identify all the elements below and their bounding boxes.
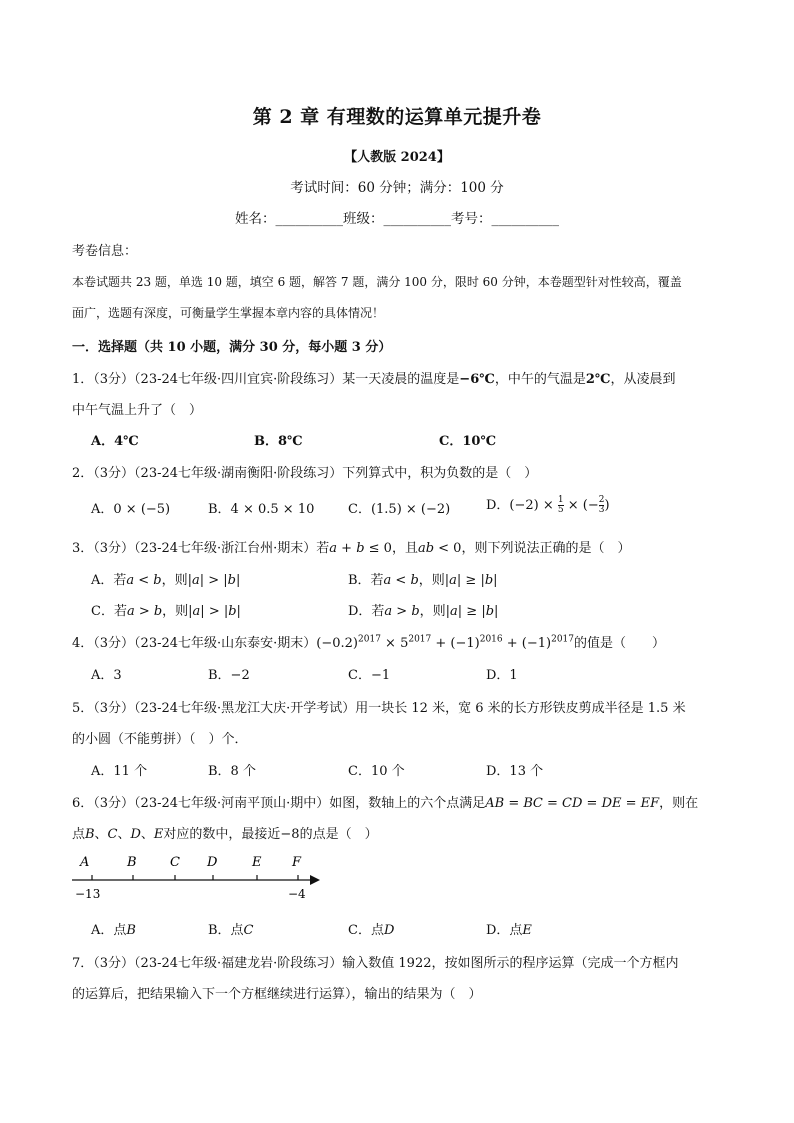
q3-stem: 3．（3分）（23-24七年级·浙江台州·期末）若𝑎 + 𝑏 ≤ 0，且𝑎𝑏 < 0，则下列说法正确的是（ ） — [72, 541, 631, 556]
q6-option-d[interactable]: D．点𝐸 — [486, 923, 532, 938]
q7-line-1: 7．（3分）（23-24七年级·福建龙岩·阶段练习）输入数值 1922，按如图所示的程序运算（完成一个方框内 — [72, 956, 679, 971]
q6-option-b[interactable]: B．点𝐶 — [208, 923, 254, 938]
axis-arrow-icon — [310, 875, 320, 885]
fraction-denominator: 5 — [557, 505, 564, 515]
q6-option-c[interactable]: C．点𝐷 — [348, 923, 395, 938]
q1-option-a[interactable]: A．4℃ — [91, 434, 139, 449]
q3-option-c[interactable]: C．若𝑎 > 𝑏，则|𝑎| > |𝑏| — [91, 604, 241, 619]
axis-right-value: −4 — [288, 887, 306, 901]
number-line-figure — [72, 853, 332, 903]
q4-stem — [72, 632, 665, 651]
q4-expression — [316, 636, 574, 651]
q4-option-a[interactable]: A．3 — [91, 668, 122, 683]
edition-label: 【人教版 2024】 — [344, 150, 450, 165]
q1-line-2: 中午气温上升了（ ） — [72, 403, 203, 418]
fraction-denominator: 3 — [598, 505, 605, 515]
point-label-e: E — [252, 855, 262, 870]
q3-option-d[interactable]: D．若𝑎 > 𝑏，则|𝑎| ≥ |𝑏| — [348, 604, 499, 619]
section-heading: 一．选择题（共 10 小题，满分 30 分，每小题 3 分） — [72, 340, 392, 355]
q1-prefix: 1．（3分）（23-24七年级·四川宜宾·阶段练习）某一天凌晨的温度是 — [72, 372, 460, 387]
q2-option-d-suffix: ) — [604, 498, 610, 513]
q4-power-2: 2017 — [408, 634, 432, 645]
q7-line-2: 的运算后，把结果输入下一个方框继续进行运算），输出的结果为（ ） — [72, 987, 482, 1002]
number-line-svg — [72, 853, 332, 903]
q5-option-b[interactable]: B．8 个 — [208, 764, 256, 779]
q3-option-a[interactable]: A．若𝑎 < 𝑏，则|𝑎| > |𝑏| — [91, 573, 241, 588]
fraction-numerator: 1 — [557, 495, 564, 505]
student-info-line: 姓名：__________班级：__________考号：__________ — [235, 211, 559, 227]
q4-power-4: 2017 — [551, 634, 575, 645]
q2-stem: 2．（3分）（23-24七年级·湖南衡阳·阶段练习）下列算式中，积为负数的是（ ） — [72, 466, 538, 481]
q4-option-d[interactable]: D．1 — [486, 668, 518, 683]
q1-mid: ，中午的气温是 — [494, 372, 586, 387]
q2-option-d-prefix: D．(−2) × — [486, 498, 558, 513]
intro-line-2: 面广，选题有深度，可衡量学生掌握本章内容的具体情况！ — [72, 306, 385, 320]
q4-term-4: + (−1) — [502, 636, 552, 651]
q6-line-1: 6．（3分）（23-24七年级·河南平顶山·期中）如图，数轴上的六个点满足𝐴𝐵 = 𝐵𝐶 = 𝐶𝐷 = 𝐷𝐸 = 𝐸𝐹，则在 — [72, 796, 699, 811]
q4-term-3: + (−1) — [431, 636, 480, 651]
q5-line-2: 的小圆（不能剪拼）（ ）个． — [72, 732, 248, 747]
q6-line-2: 点𝐵、𝐶、𝐷、𝐸对应的数中，最接近−8的点是（ ） — [72, 827, 378, 842]
q5-option-d[interactable]: D．13 个 — [486, 764, 544, 779]
q1-option-b[interactable]: B．8℃ — [254, 434, 303, 449]
q1-option-c[interactable]: C．10℃ — [439, 434, 497, 449]
q4-term-1: (−0.2) — [316, 636, 359, 651]
q2-option-d-mid: × (− — [563, 498, 599, 513]
q4-option-b[interactable]: B．−2 — [208, 668, 250, 683]
q1-suffix: ，从凌晨到 — [610, 372, 676, 387]
q4-suffix: 的值是（ ） — [574, 636, 666, 651]
q4-power-3: 2016 — [479, 634, 503, 645]
q5-line-1: 5．（3分）（23-24七年级·黑龙江大庆·开学考试）用一块长 12 米，宽 6 米的长方形铁皮剪成半径是 1.5 米 — [72, 701, 686, 716]
q2-option-d[interactable] — [486, 494, 610, 515]
fraction-numerator: 2 — [598, 495, 605, 505]
point-label-d: D — [207, 855, 218, 870]
q2-option-a[interactable]: A．0 × (−5) — [91, 502, 171, 517]
point-label-b: B — [127, 855, 137, 870]
q1-line-1 — [72, 368, 675, 387]
q3-option-b[interactable]: B．若𝑎 < 𝑏，则|𝑎| ≥ |𝑏| — [348, 573, 498, 588]
q5-option-a[interactable]: A．11 个 — [91, 764, 148, 779]
page-title: 第 2 章 有理数的运算单元提升卷 — [252, 106, 542, 128]
q4-term-2: × 5 — [380, 636, 409, 651]
point-label-f: F — [292, 855, 302, 870]
q1-value-1: −6℃ — [459, 372, 495, 387]
q6-option-a[interactable]: A．点𝐵 — [91, 923, 136, 938]
axis-left-value: −13 — [75, 887, 101, 901]
intro-line-1: 本卷试题共 23 题，单选 10 题，填空 6 题，解答 7 题，满分 100 分，限时 60 分钟，本卷题型针对性较高，覆盖 — [72, 275, 682, 289]
q4-power-1: 2017 — [358, 634, 381, 645]
intro-label: 考卷信息： — [72, 244, 138, 259]
exam-info: 考试时间：60 分钟；满分：100 分 — [290, 180, 504, 196]
q1-value-2: 2℃ — [585, 372, 611, 387]
q4-prefix: 4．（3分）（23-24七年级·山东泰安·期末） — [72, 636, 317, 651]
q5-option-c[interactable]: C．10 个 — [348, 764, 405, 779]
point-label-a: A — [80, 855, 90, 870]
point-label-c: C — [170, 855, 180, 870]
q4-option-c[interactable]: C．−1 — [348, 668, 391, 683]
q2-option-c[interactable]: C．(1.5) × (−2) — [348, 502, 451, 517]
q2-option-b[interactable]: B．4 × 0.5 × 10 — [208, 502, 315, 517]
